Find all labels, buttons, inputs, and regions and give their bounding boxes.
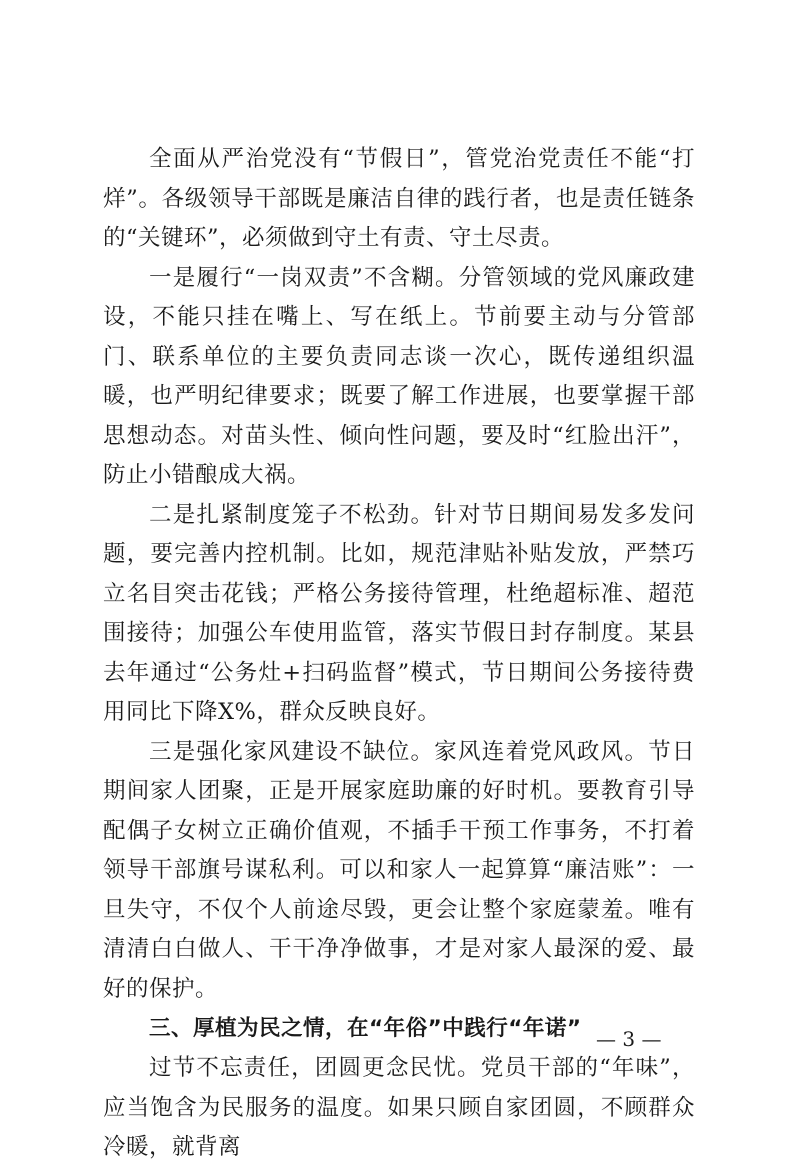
paragraph-3: 二是扎紧制度笼子不松劲。针对节日期间易发多发问题，要完善内控机制。比如，规范津贴补贴发放，严禁巧立名目突击花钱；严格公务接待管理，杜绝超标准、超范围接待；加强公车使用监管，落实节假日封存制度。某县去年通过“公务灶+扫码监督”模式，节日期间公务接待费用同比下降X%，群众反映良好。 [103, 501, 695, 725]
paragraph-1: 全面从严治党没有“节假日”，管党治党责任不能“打烊”。各级领导干部既是廉洁自律的践行者，也是责任链条的“关键环”，必须做到守土有责、守土尽责。 [103, 146, 695, 251]
paragraph-4: 三是强化家风建设不缺位。家风连着党风政风。节日期间家人团聚，正是开展家庭助廉的好时机。要教育引导配偶子女树立正确价值观，不插手干预工作事务，不打着领导干部旗号谋私利。可以和家人一起算算“廉洁账”：一旦失守，不仅个人前途尽毁，更会让整个家庭蒙羞。唯有清清白白做人、干干净净做事，才是对家人最深的爱、最好的保护。 [103, 738, 695, 1002]
paragraph-5: 过节不忘责任，团圆更念民忧。党员干部的“年味”，应当饱含为民服务的温度。如果只顾自家团圆，不顾群众冷暖，就背离 [103, 1055, 695, 1160]
paragraph-2: 一是履行“一岗双责”不含糊。分管领域的党风廉政建设，不能只挂在嘴上、写在纸上。节前要主动与分管部门、联系单位的主要负责同志谈一次心，既传递组织温暖，也严明纪律要求；既要了解工作进展，也要掌握干部思想动态。对苗头性、倾向性问题，要及时“红脸出汗”，防止小错酿成大祸。 [103, 264, 695, 488]
page-number: — 3 — [596, 1027, 662, 1051]
body-text [103, 140, 695, 1168]
section-heading: 三、厚植为民之情，在“年俗”中践行“年诺” [149, 1016, 582, 1041]
